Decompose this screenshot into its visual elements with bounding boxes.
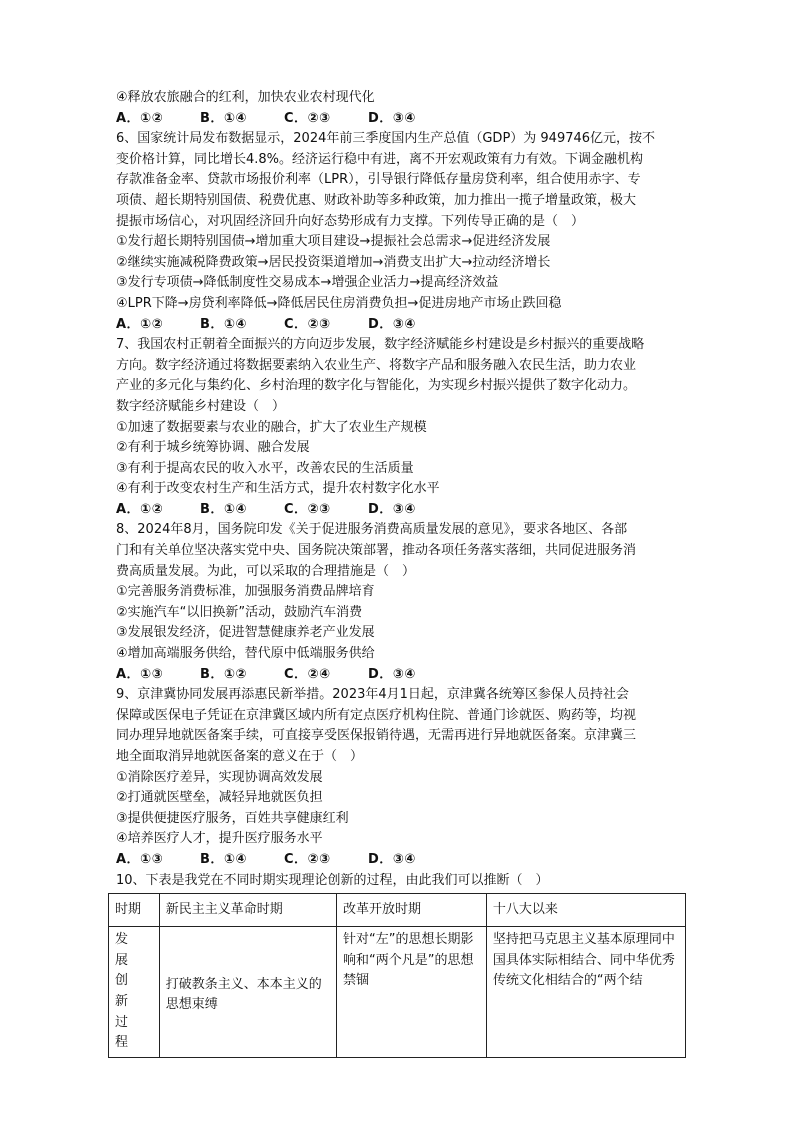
q6-stem-line: 提振市场信心，对巩固经济回升向好态势形成有力支撑。下列传导正确的是（ ）	[116, 213, 585, 229]
option-c: C．②③	[284, 316, 331, 332]
q8-item: ③发展银发经济，促进智慧健康养老产业发展	[116, 625, 375, 641]
table-header-cell: 改革开放时期	[336, 894, 486, 927]
q8-stem-line: 门和有关单位坚决落实党中央、国务院决策部署，推动各项任务落实落细，共同促进服务消	[116, 543, 637, 559]
table-header-cell: 新民主主义革命时期	[159, 894, 336, 927]
option-a: A．①②	[116, 316, 164, 332]
q9-item: ③提供便捷医疗服务，百姓共享健康红利	[116, 810, 349, 826]
q9-item: ①消除医疗差异，实现协调高效发展	[116, 769, 323, 785]
table-header-cell: 十八大以来	[486, 894, 685, 927]
q8-item: ④增加高端服务供给，替代原中低端服务供给	[116, 646, 375, 662]
table-cell: 针对“左”的思想长期影响和“两个凡是”的思想禁锢	[336, 927, 486, 1058]
question-6	[116, 129, 686, 335]
q9-item: ②打通就医壁垒，减轻异地就医负担	[116, 790, 323, 806]
q6-options	[116, 315, 686, 336]
q7-stem-line: 产业的多元化与集约化、乡村治理的数字化与智能化，为实现乡村振兴提供了数字化动力。	[116, 378, 637, 394]
option-b: B．①④	[200, 110, 247, 126]
q9-stem-line: 地全面取消异地就医备案的意义在于（ ）	[116, 749, 364, 764]
option-c: C．②③	[284, 501, 331, 517]
option-c: C．②③	[284, 851, 331, 867]
option-b: B．①②	[200, 666, 247, 682]
question-9	[116, 685, 686, 870]
option-d: D．③④	[368, 666, 416, 682]
q8-item: ①完善服务消费标准，加强服务消费品牌培育	[116, 584, 375, 600]
q8-stem-line: 费高质量发展。为此，可以采取的合理措施是（ ）	[116, 563, 416, 579]
q7-item: ③有利于提高农民的收入水平，改善农民的生活质量	[116, 460, 414, 476]
q7-options	[116, 500, 686, 521]
q9-stem-line: 同办理异地就医备案手续，可直接享受医保报销待遇，无需再进行异地就医备案。京津冀三	[116, 728, 637, 744]
question-7	[116, 335, 686, 520]
table-header-cell: 时期	[109, 894, 160, 927]
q6-stem-line: 存款准备金率、贷款市场报价利率（LPR），引导银行降低存量房贷利率，组合使用赤字、专	[116, 172, 641, 188]
q8-item: ②实施汽车“以旧换新”活动，鼓励汽车消费	[116, 604, 363, 620]
option-a: A．①②	[116, 501, 164, 517]
q6-item: ①发行超长期特别国债→增加重大项目建设→提振社会总需求→促进经济发展	[116, 234, 551, 250]
q7-stem-line: 数字经济赋能乡村建设（ ）	[116, 398, 286, 414]
q8-options	[116, 665, 686, 686]
table-row-label: 发展创新过程	[109, 927, 160, 1058]
option-d: D．③④	[368, 316, 416, 332]
q7-item: ①加速了数据要素与农业的融合，扩大了农业生产规模	[116, 419, 427, 435]
option-b: B．①④	[200, 851, 247, 867]
option-d: D．③④	[368, 501, 416, 517]
option-d: D．③④	[368, 851, 416, 867]
theory-innovation-table	[108, 893, 686, 1058]
q10-stem: 10、下表是我党在不同时期实现理论创新的过程，由此我们可以推断（ ）	[116, 872, 549, 888]
table-cell: 打破教条主义、本本主义的思想束缚	[159, 927, 336, 1058]
q6-item: ④LPR下降→房贷利率降低→降低居民住房消费负担→促进房地产市场止跌回稳	[116, 295, 562, 311]
q9-stem-line: 保障或医保电子凭证在京津冀区域内所有定点医疗机构住院、普通门诊就医、购药等，均视	[116, 707, 637, 723]
question-10	[116, 871, 686, 1058]
q7-item: ④有利于改变农村生产和生活方式，提升农村数字化水平	[116, 481, 440, 497]
question-8	[116, 520, 686, 685]
option-a: A．①③	[116, 851, 164, 867]
q8-stem-line: 8、2024年8月，国务院印发《关于促进服务消费高质量发展的意见》，要求各地区、各部	[116, 522, 628, 538]
q6-stem-line: 变价格计算，同比增长4.8%。经济运行稳中有进，离不开宏观政策有力有效。下调金融机构	[116, 151, 644, 167]
q6-stem-line: 6、国家统计局发布数据显示，2024年前三季度国内生产总值（GDP）为 949746亿元，按不	[116, 131, 656, 147]
q9-stem-line: 9、京津冀协同发展再添惠民新举措。2023年4月1日起，京津冀各统筹区参保人员持社会	[116, 687, 629, 703]
q6-stem-line: 项债、超长期特别国债、税费优惠、财政补助等多种政策，加力推出一揽子增量政策，极大	[116, 192, 637, 208]
q5-options	[116, 109, 686, 130]
table-header-row	[109, 894, 686, 927]
table-row	[109, 927, 686, 1058]
option-d: D．③④	[368, 110, 416, 126]
q7-stem-line: 方向。数字经济通过将数据要素纳入农业生产、将数字产品和服务融入农民生活，助力农业	[116, 357, 637, 373]
q5-item-4: ④释放农旅融合的红利，加快农业农村现代化	[116, 90, 375, 105]
option-c: C．②③	[284, 110, 331, 126]
option-c: C．②④	[284, 666, 331, 682]
table-cell: 坚持把马克思主义基本原理同中国具体实际相结合、同中华优秀传统文化相结合的“两个结	[486, 927, 685, 1058]
q6-item: ②继续实施减税降费政策→居民投资渠道增加→消费支出扩大→拉动经济增长	[116, 254, 551, 270]
q9-options	[116, 850, 686, 871]
option-a: A．①③	[116, 666, 164, 682]
exam-page	[116, 88, 686, 1058]
option-a: A．①②	[116, 110, 164, 126]
q6-item: ③发行专项债→降低制度性交易成本→增强企业活力→提高经济效益	[116, 275, 499, 291]
q7-item: ②有利于城乡统筹协调、融合发展	[116, 440, 310, 456]
option-b: B．①④	[200, 501, 247, 517]
q9-item: ④培养医疗人才，提升医疗服务水平	[116, 831, 323, 847]
q7-stem-line: 7、我国农村正朝着全面振兴的方向迈步发展，数字经济赋能乡村建设是乡村振兴的重要战略	[116, 337, 645, 353]
option-b: B．①④	[200, 316, 247, 332]
